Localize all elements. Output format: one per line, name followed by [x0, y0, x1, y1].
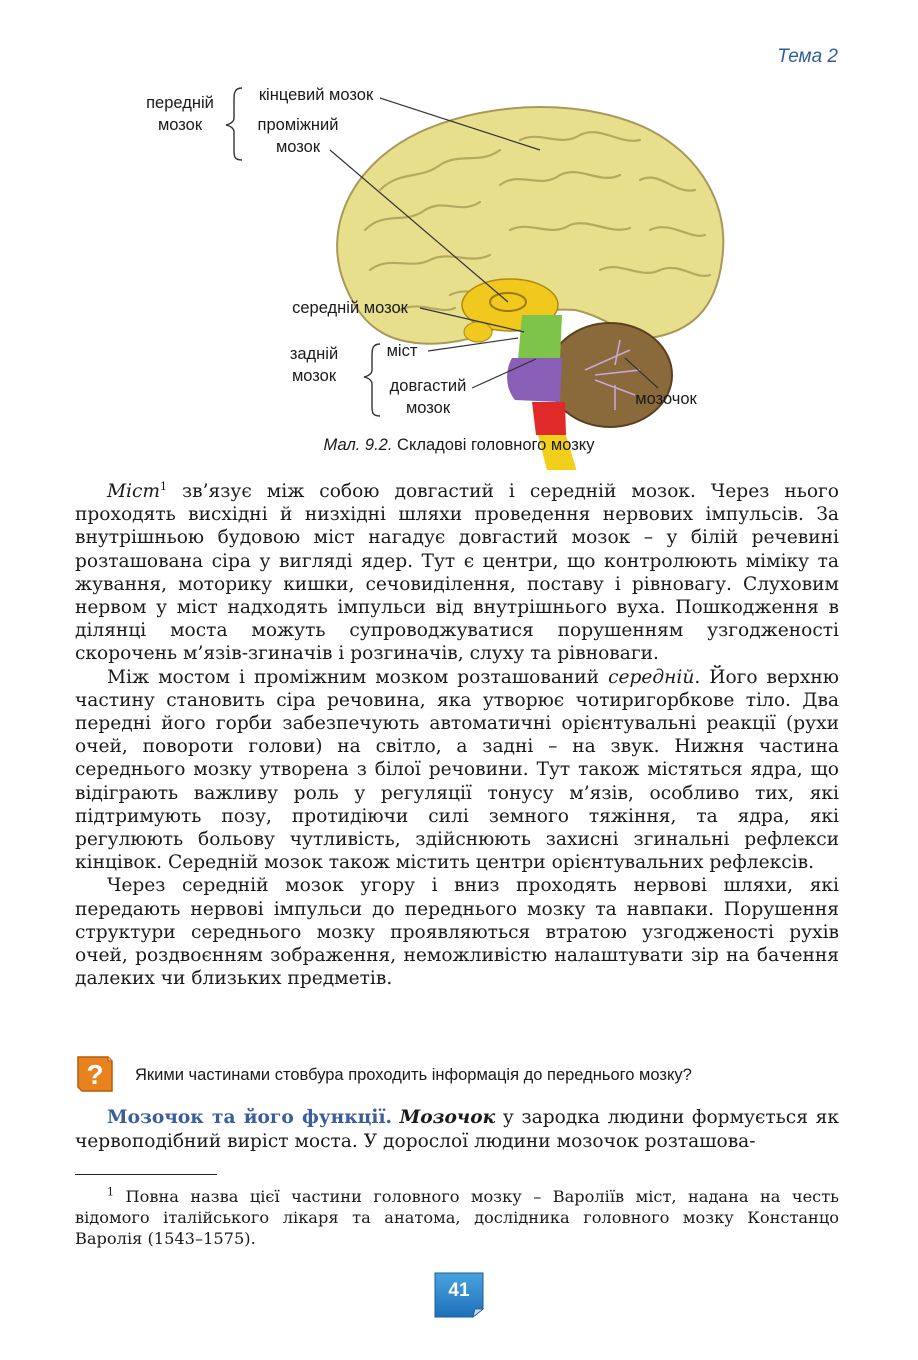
topic-label: Тема 2: [777, 46, 838, 67]
section-heading: Мозочок та його функції.: [107, 1107, 392, 1128]
label-telencephalon: кінцевий мозок: [258, 86, 374, 104]
label-pons: міст: [386, 342, 418, 360]
footnote: $^1$ Повна назва цієї частини головного мозку – Варoліїв міст, надана на честь відомого італійського лікаря та анатома, дослідника головного мозку Констанцо Варолія (1543–1575).: [75, 1185, 839, 1248]
label-medulla: довгастий мозок: [389, 377, 467, 417]
paragraph-midbrain: Між мостом і проміжним мозком розташований середній. Його верхню частину становить сіра речовина, яка утворює чотиригорбкове тіло. Два передні його горби забезпечують автоматичні орієнтувальні реакції (рухи очей, повороти голови) на світло, а задні – на звук. Нижня частина середнього мозку утворена з білої речовини. Тут також містяться ядра, що відіграють важливу роль у регуляції тонусу м’язів, особливо тих, які підтримують позу, протидіючи силі земного тяжіння, та ядра, які регулюють больову чутливість, здійснюють захисні згинальні рефлекси кінцівок. Середній мозок також містить центри орієнтувальних рефлексів.: [75, 666, 839, 874]
brain-figure: [0, 70, 918, 470]
cerebellum-shape: [548, 323, 672, 427]
medulla-shape: [532, 402, 566, 435]
hindbrain-bracket: [364, 344, 380, 416]
svg-text:?: ?: [86, 1059, 104, 1090]
cerebellum-section: Мозочок та його функції. Мозочок у зародка людини формується як червоподібний виріст моста. У дорослої людини мозочок розташова-: [75, 1107, 839, 1152]
label-cerebellum: мозочок: [635, 390, 697, 408]
label-midbrain: середній мозок: [292, 299, 408, 317]
label-diencephalon: проміжний мозок: [257, 116, 339, 156]
pons-shape: [507, 358, 562, 402]
figure-caption: Мал. 9.2. Складові головного мозку: [323, 436, 595, 454]
footnote-divider: [75, 1174, 217, 1175]
question-text: Якими частинами стовбура проходить інформація до переднього мозку?: [135, 1066, 692, 1084]
label-hindbrain: задній мозок: [289, 345, 339, 385]
paragraph-pons: Міст$^1$ зв’язує між собою довгастий і середній мозок. Через нього проходять висхідні й низхідні шляхи проведення нервових імпульсів. За внутрішньою будовою міст нагадує довгастий мозок – у білій речевині розташована сіра у вигляді ядер. Тут є центри, що контролюють міміку та жування, моторику кишки, сечовиділення, поставу і рівновагу. Слуховим нервом у міст надходять імпульси від внутрішнього вуха. Пошкодження в ділянці моста можуть супроводжуватися порушенням узгодженості скорочень м’язів-згиначів і розгиначів, слуху та рівноваги.: [75, 479, 839, 665]
paragraph-midbrain-pathways: Через середній мозок угору і вниз проходять нервові шляхи, які передають нервові імпульси до переднього мозку та навпаки. Порушення структури середнього мозку проявляються втратою узгодженості рухів очей, роздвоєнням зображення, неможливістю налаштувати зір на бачення далеких чи близьких предметів.: [75, 875, 839, 990]
section-term: Мозочок: [399, 1107, 496, 1128]
midbrain-shape: [518, 315, 562, 360]
question-mark-icon: [75, 1054, 115, 1094]
main-text: [75, 480, 839, 990]
page-number: 41: [448, 1280, 470, 1301]
question-block: [75, 1054, 855, 1098]
label-forebrain: передній мозок: [146, 94, 214, 134]
